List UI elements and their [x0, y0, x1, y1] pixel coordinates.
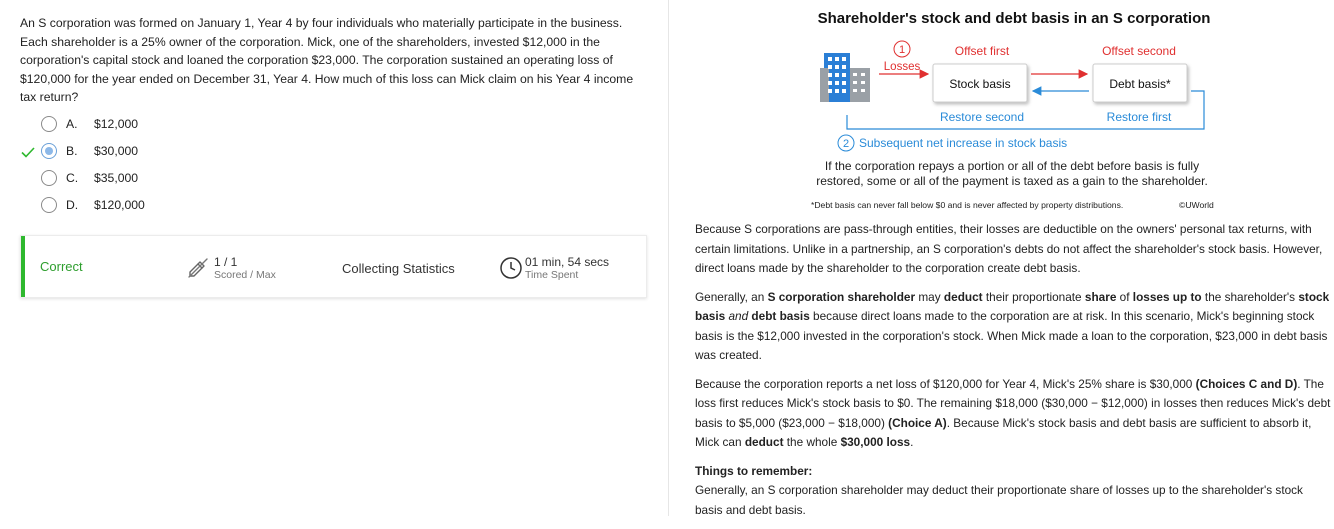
question-panel: [0, 0, 668, 516]
answer-choices: [20, 112, 220, 220]
text-run: the whole: [783, 435, 841, 449]
text-run: because direct loans made to the corporation are at risk. In this scenario, Mick's beginning stock basis is the $12,000 invested in the corporation's stock. When Mick made a loan to the corporation, $23,000 in debt basis was created.: [695, 309, 1328, 362]
text-run: their proportionate: [982, 289, 1085, 304]
bold-run: stock basis: [695, 289, 1330, 323]
building-icon: [820, 53, 870, 102]
choice-a[interactable]: [20, 112, 220, 139]
note-line-1: If the corporation repays a portion or all of the debt before basis is fully: [824, 159, 1200, 173]
explanation-paragraph-3: [695, 375, 1331, 453]
step-2-number: 2: [842, 138, 850, 150]
text-run: of: [1116, 289, 1133, 304]
bold-run: (Choice A): [888, 415, 947, 430]
italic-run: and: [728, 309, 749, 323]
text-run: Generally, an: [695, 289, 768, 304]
losses-label: Losses: [883, 61, 921, 73]
statistics-label: Collecting Statistics: [342, 261, 455, 276]
offset-second-label: Offset second: [1102, 44, 1176, 58]
time-spent-value: 01 min, 54 secs: [525, 255, 610, 269]
choice-letter: C.: [66, 171, 79, 185]
bold-run: deduct: [943, 289, 983, 304]
choice-text: $35,000: [94, 171, 139, 185]
radio-a[interactable]: [41, 116, 57, 132]
radio-c[interactable]: [41, 170, 57, 186]
result-status-bar: [21, 236, 25, 297]
basis-diagram: [669, 0, 1334, 220]
choice-text: $12,000: [94, 117, 139, 131]
correct-check-icon: [20, 144, 36, 160]
explanation-paragraph-1: Because S corporations are pass-through entities, their losses are deductible on the owners' personal tax returns, with certain limitations. Unlike in a partnership, an S corporation's debts do not affect the shareholder's stock basis. However, direct loans made by the shareholder to the corporation create debt basis.: [695, 222, 1323, 275]
offset-first-label: Offset first: [954, 44, 1010, 58]
question-text: An S corporation was formed on January 1, Year 4 by four individuals who materially participate in the business. Each shareholder is a 25% owner of the corporation. Mick, one of the shareholders, invested $12,000 in the corporation's capital stock and loaned the corporation $23,000. The corporation sustained an operating loss of $120,000 for the year ended on December 31, Year 4. How much of this loss can Mick claim on his Year 4 income tax return?: [20, 16, 634, 104]
radio-b[interactable]: [41, 143, 57, 159]
choice-letter: D.: [66, 198, 79, 212]
footnote: *Debt basis can never fall below $0 and is never affected by property distributions.: [811, 200, 1124, 210]
text-run: . The loss first reduces Mick's stock basis to $0. The remaining $18,000 ($30,000 − $12,000) in losses then reduces Mick's debt basis to $5,000 ($23,000 − $18,000): [695, 376, 1331, 430]
restore-first-label: Restore first: [1106, 110, 1172, 124]
clock-icon: [499, 256, 523, 280]
choice-c[interactable]: [20, 166, 220, 193]
pencil-score-icon: [186, 256, 210, 280]
restore-second-label: Restore second: [939, 110, 1025, 124]
bold-run: debt basis: [751, 309, 810, 323]
choice-letter: A.: [66, 117, 78, 131]
things-to-remember-heading: Things to remember:: [695, 463, 813, 478]
note-line-2: restored, some or all of the payment is taxed as a gain to the shareholder.: [816, 174, 1208, 188]
copyright: ©UWorld: [1179, 200, 1214, 210]
subsequent-increase-label: Subsequent net increase in stock basis: [859, 136, 1068, 150]
time-spent-caption: Time Spent: [525, 269, 579, 281]
choice-text: $120,000: [94, 198, 145, 212]
stock-basis-label: Stock basis: [949, 77, 1011, 91]
score-value: 1 / 1: [214, 255, 238, 269]
choice-d[interactable]: [20, 193, 220, 220]
bold-run: deduct: [744, 435, 784, 449]
result-status: Correct: [40, 259, 83, 274]
explanation-paragraph-2: [695, 288, 1331, 366]
bold-run: losses up to: [1132, 289, 1202, 304]
bold-run: S corporation shareholder: [767, 289, 916, 304]
diagram-title: Shareholder's stock and debt basis in an S corporation: [817, 10, 1211, 27]
text-run: the shareholder's: [1201, 289, 1299, 304]
things-to-remember-text: Generally, an S corporation shareholder may deduct their proportionate share of losses up to the shareholder's stock basis and debt basis.: [695, 483, 1303, 517]
explanation-panel: [669, 0, 1334, 516]
diagram-canvas: [669, 0, 1334, 220]
text-run: . Because Mick's stock basis and debt basis are sufficient to absorb it, Mick can: [695, 415, 1312, 449]
bold-run: (Choices C and D): [1195, 376, 1298, 391]
debt-basis-label: Debt basis*: [1109, 77, 1171, 91]
text-run: may: [915, 289, 944, 304]
text-run: Because the corporation reports a net loss of $120,000 for Year 4, Mick's 25% share is $30,000: [695, 376, 1196, 391]
choice-text: $30,000: [94, 144, 139, 158]
explanation-text: [695, 220, 1331, 529]
choice-letter: B.: [66, 144, 78, 158]
radio-d[interactable]: [41, 197, 57, 213]
score-caption: Scored / Max: [214, 269, 276, 281]
bold-run: $30,000 loss: [840, 435, 911, 449]
result-panel: [20, 235, 647, 298]
bold-run: share: [1084, 289, 1117, 304]
step-1-number: 1: [898, 44, 906, 56]
choice-b[interactable]: [20, 139, 220, 166]
text-run: .: [910, 435, 914, 449]
